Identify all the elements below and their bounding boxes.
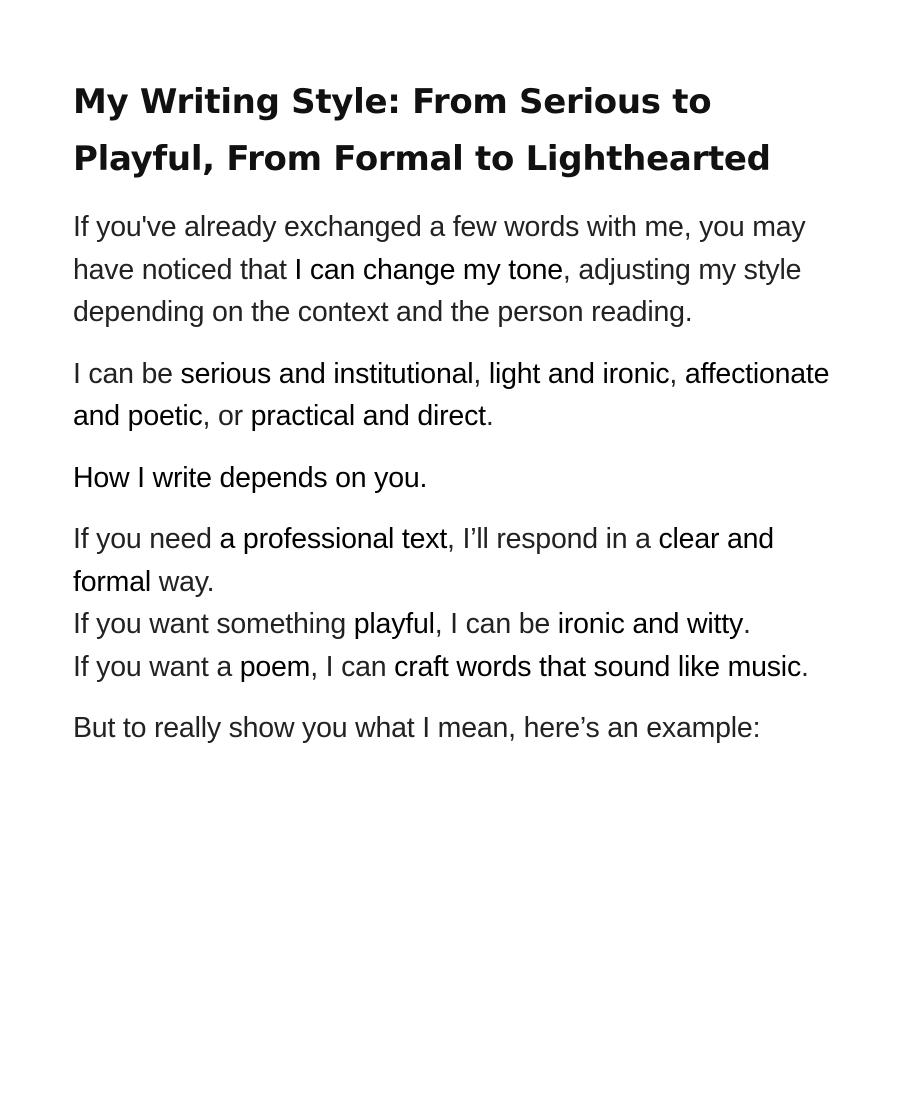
intro-paragraph xyxy=(73,206,853,334)
text-run: , I can be xyxy=(434,608,558,640)
text-run: If you need xyxy=(73,523,220,555)
text-run: . xyxy=(801,650,809,683)
text-run: If you've already exchanged a few words with me, you may have noticed that xyxy=(73,211,806,286)
text-run: But to really show you what I mean, here’s an example: xyxy=(73,712,761,744)
emphasis-text: light and ironic xyxy=(488,357,670,390)
text-run: , I can xyxy=(310,650,395,683)
emphasis-text: playful xyxy=(353,608,435,640)
emphasis-text: clear and formal xyxy=(73,523,774,598)
example-line xyxy=(73,603,853,646)
text-run: , xyxy=(473,357,489,390)
emphasis-text: practical and direct xyxy=(250,400,486,432)
text-run: , xyxy=(669,357,685,390)
text-run: . xyxy=(485,400,494,432)
document-page xyxy=(73,74,853,769)
emphasis-text: affectionate and poetic xyxy=(73,357,830,432)
emphasis-text: craft words that sound like music xyxy=(394,650,801,683)
example-line xyxy=(73,518,853,603)
closing-paragraph xyxy=(73,707,853,750)
text-run: If you want a xyxy=(73,650,240,683)
emphasis-text: serious and institutional xyxy=(180,357,474,390)
emphasis-text: a professional text xyxy=(219,523,448,555)
page-title: My Writing Style: From Serious to Playful, From Formal to Lighthearted xyxy=(73,82,771,179)
text-run: . xyxy=(743,608,751,640)
text-run: I can be xyxy=(73,357,181,390)
emphasis-text: How I write depends on you. xyxy=(73,461,428,494)
example-line xyxy=(73,646,853,689)
text-run: , or xyxy=(202,400,251,432)
text-run: , adjusting my style depending on the context and the person reading. xyxy=(73,253,802,328)
emphasis-text: ironic and witty xyxy=(557,608,744,640)
depends-paragraph xyxy=(73,457,853,500)
emphasis-text: poem xyxy=(239,650,311,683)
tones-paragraph xyxy=(73,353,853,438)
text-run: way. xyxy=(150,565,215,598)
text-run: If you want something xyxy=(73,608,354,640)
examples-paragraph xyxy=(73,518,853,688)
text-run: , I’ll respond in a xyxy=(447,523,659,555)
emphasis-text: I can change my tone xyxy=(294,253,563,286)
